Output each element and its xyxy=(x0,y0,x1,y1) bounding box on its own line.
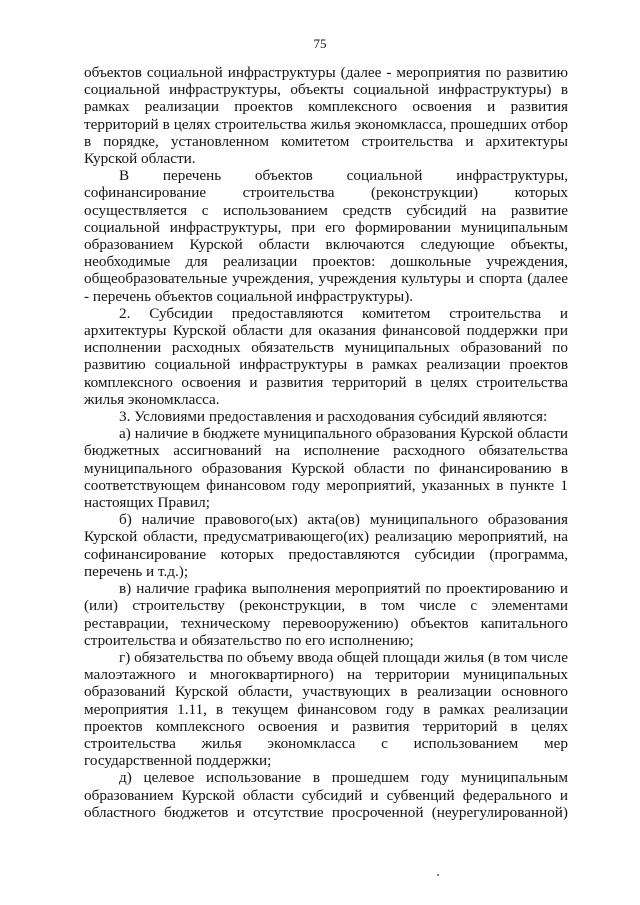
scan-speck xyxy=(437,874,439,876)
paragraph-subitem-g: г) обязательства по объему ввода общей площади жилья (в том числе малоэтажного и многоквартирного) на территории муниципальных образований Курской области, участвующих в реализации основного мероприятия 1.11, в текущем финансовом году в рамках реализации проектов комплексного освоения и развития территорий в целях строительства жилья экономкласса с использованием мер государственной поддержки; xyxy=(84,648,568,770)
paragraph-subitem-v: в) наличие графика выполнения мероприятий по проектированию и (или) строительству (реконструкции, в том числе с элементами реставрации, техническому перевооружению) объектов капитального строительства и обязательство по его исполнению; xyxy=(84,580,568,649)
page-number: 75 xyxy=(313,36,327,51)
paragraph-item-2: 2. Субсидии предоставляются комитетом строительства и архитектуры Курской области для оказания финансовой поддержки при исполнении расходных обязательств муниципальных образований по развитию социальной инфраструктуры в рамках реализации проектов комплексного освоения и развития территорий в целях строительства жилья экономкласса. xyxy=(84,304,568,408)
paragraph-subitem-b: б) наличие правового(ых) акта(ов) муниципального образования Курской области, предусматривающего(их) реализацию мероприятий, на софинансирование которых предоставляются субсидии (программа, перечень и т.д.); xyxy=(84,511,568,580)
paragraph-continuation: объектов социальной инфраструктуры (далее - мероприятия по развитию социальной инфраструктуры, объекты социальной инфраструктуры) в рамках реализации проектов комплексного освоения и развития территорий в целях строительства жилья экономкласса, прошедших отбор в порядке, установленном комитетом строительства и архитектуры Курской области. xyxy=(84,64,568,168)
document-body xyxy=(84,64,568,821)
paragraph-subitem-a: а) наличие в бюджете муниципального образования Курской области бюджетных ассигнований на исполнение расходного обязательства муниципального образования Курской области по финансированию в соответствующем финансовом году мероприятий, указанных в пункте 1 настоящих Правил; xyxy=(84,425,568,512)
paragraph-social-infrastructure-list: В перечень объектов социальной инфраструктуры, софинансирование строительства (реконструкции) которых осуществляется с использованием средств субсидий на развитие социальной инфраструктуры, при его формировании муниципальным образованием Курской области включаются следующие объекты, необходимые для реализации проектов: дошкольные учреждения, общеобразовательные учреждения, учреждения культуры и спорта (далее - перечень объектов социальной инфраструктуры). xyxy=(84,167,568,305)
paragraph-subitem-d: д) целевое использование в прошедшем году муниципальным образованием Курской области субсидий и субвенций федерального и областного бюджетов и отсутствие просроченной (неурегулированной) xyxy=(84,769,568,821)
paragraph-item-3: 3. Условиями предоставления и расходования субсидий являются: xyxy=(119,408,548,426)
